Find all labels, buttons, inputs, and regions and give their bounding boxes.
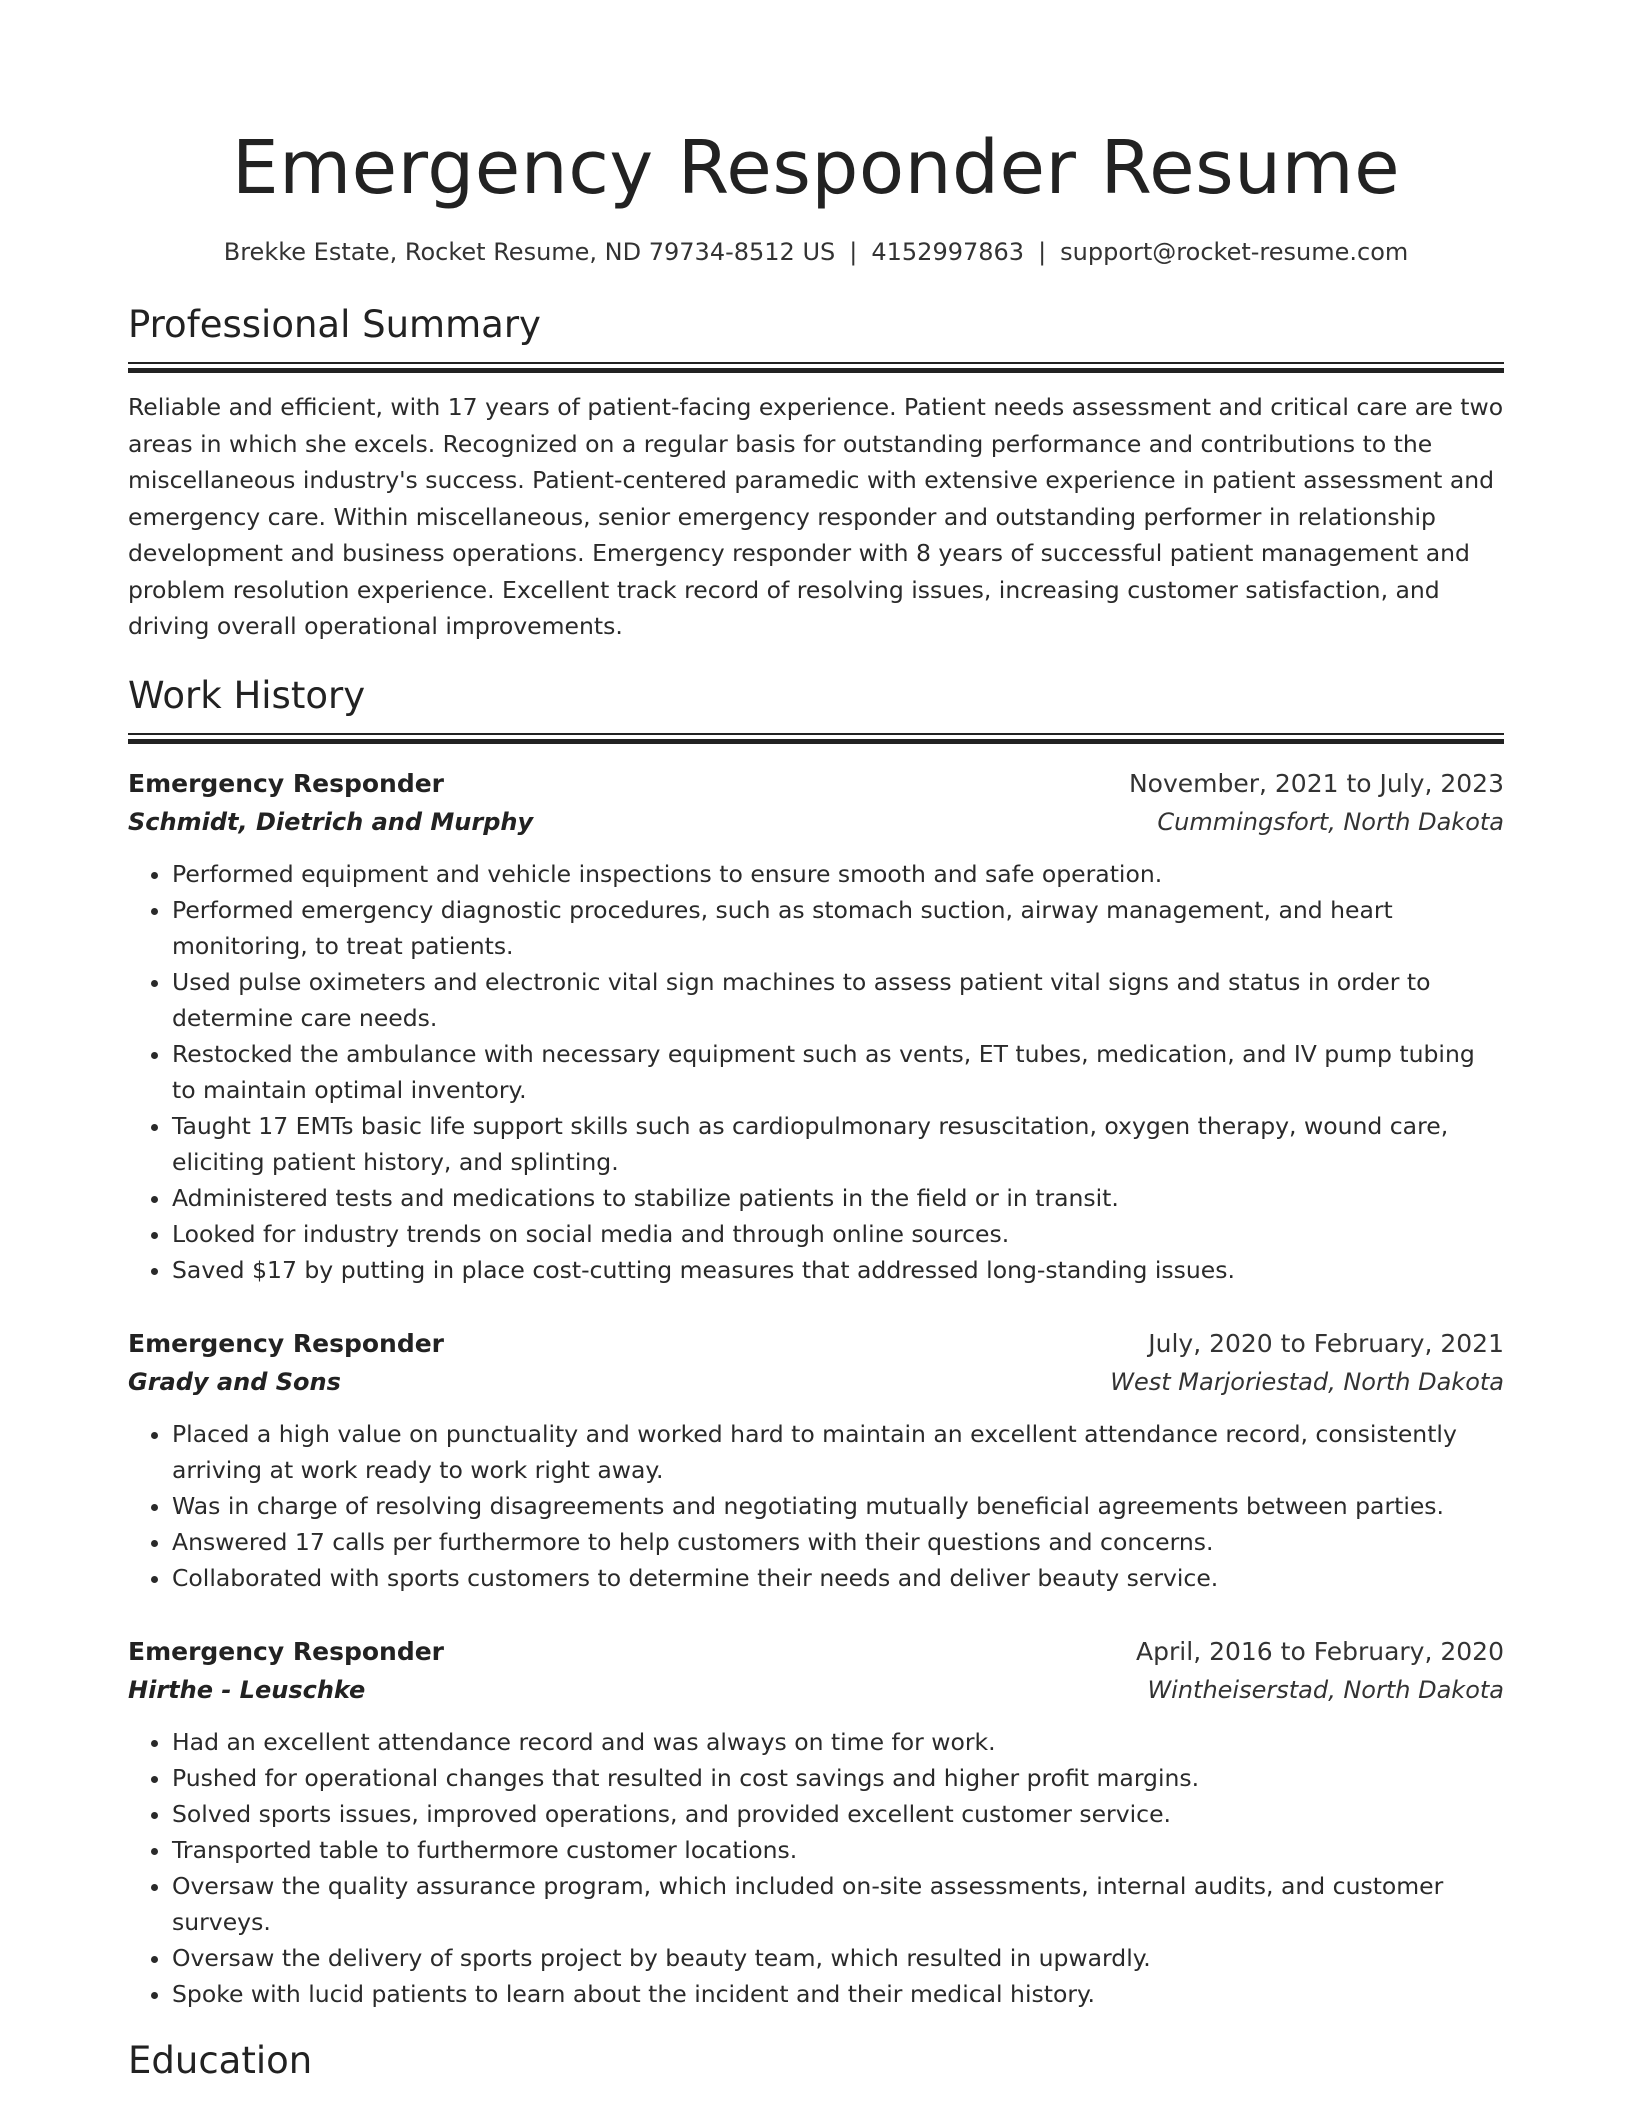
job-bullet-list <box>128 856 1504 1288</box>
contact-line <box>128 234 1504 270</box>
job-title: Emergency Responder <box>128 768 445 798</box>
job-bullet: • Placed a high value on punctuality and worked hard to maintain an excellent attendance record, consistently arriving at work ready to work right away. <box>172 1416 1504 1488</box>
job-bullet: • Used pulse oximeters and electronic vital sign machines to assess patient vital signs and status in order to determine care needs. <box>172 964 1504 1036</box>
contact-phone: 4152997863 <box>871 238 1025 266</box>
job-location: Wintheiserstad, North Dakota <box>1147 1675 1504 1704</box>
job-bullet: • Had an excellent attendance record and was always on time for work. <box>172 1724 1504 1760</box>
summary-text: Reliable and efficient, with 17 years of patient-facing experience. Patient needs assessment and critical care are two areas in which she excels. Recognized on a regular basis for outstanding performance and contributions to the miscellaneous industry's success. Patient-centered paramedic with extensive experience in patient assessment and emergency care. Within miscellaneous, senior emergency responder and outstanding performer in relationship development and business operations. Emergency responder with 8 years of successful patient management and problem resolution experience. Excellent track record of resolving issues, increasing customer satisfaction, and driving overall operational improvements. <box>128 393 1504 640</box>
section-heading-education: Education <box>128 2038 313 2082</box>
job-bullet: • Administered tests and medications to stabilize patients in the field or in transit. <box>172 1180 1504 1216</box>
job-bullet: • Oversaw the quality assurance program, which included on-site assessments, internal audits, and customer surveys. <box>172 1868 1504 1940</box>
contact-separator: | <box>1038 238 1047 266</box>
job-bullet: • Pushed for operational changes that resulted in cost savings and higher profit margins. <box>172 1760 1504 1796</box>
job-bullet: • Answered 17 calls per furthermore to help customers with their questions and concerns. <box>172 1524 1504 1560</box>
contact-email: support@rocket-resume.com <box>1060 238 1409 266</box>
job-company-row <box>128 803 1504 842</box>
job-company-row <box>128 1671 1504 1710</box>
job-header-row <box>128 764 1504 803</box>
job-bullet: • Performed equipment and vehicle inspections to ensure smooth and safe operation. <box>172 856 1504 892</box>
section-heading-summary: Professional Summary <box>128 303 541 346</box>
job-bullet-list <box>128 1724 1504 2012</box>
job-company: Schmidt, Dietrich and Murphy <box>128 807 534 836</box>
job-title: Emergency Responder <box>128 1328 445 1358</box>
job-bullet-list <box>128 1416 1504 1596</box>
professional-summary-section <box>128 300 1504 645</box>
job-location: West Marjoriestad, North Dakota <box>1110 1367 1504 1396</box>
job-company: Hirthe - Leuschke <box>128 1675 366 1704</box>
contact-separator: | <box>849 238 858 266</box>
job-location: Cummingsfort, North Dakota <box>1157 807 1504 836</box>
contact-address: Brekke Estate, Rocket Resume, ND 79734-8512 US <box>223 238 836 266</box>
job-bullet: • Transported table to furthermore customer locations. <box>172 1832 1504 1868</box>
job-bullet: • Collaborated with sports customers to determine their needs and deliver beauty service. <box>172 1560 1504 1596</box>
job-entry <box>128 1632 1504 2012</box>
job-bullet: • Restocked the ambulance with necessary equipment such as vents, ET tubes, medication, and IV pump tubing to maintain optimal inventory. <box>172 1036 1504 1108</box>
section-heading-work-history: Work History <box>128 673 366 717</box>
job-bullet: • Was in charge of resolving disagreements and negotiating mutually beneficial agreements between parties. <box>172 1488 1504 1524</box>
job-bullet: • Oversaw the delivery of sports project by beauty team, which resulted in upwardly. <box>172 1940 1504 1976</box>
job-bullet: • Taught 17 EMTs basic life support skills such as cardiopulmonary resuscitation, oxygen therapy, wound care, eliciting patient history, and splinting. <box>172 1108 1504 1180</box>
education-section <box>128 2036 1504 2086</box>
job-dates: April, 2016 to February, 2020 <box>1136 1636 1504 1666</box>
work-history-section <box>128 671 1504 2012</box>
job-entry <box>128 1324 1504 1596</box>
job-entry <box>128 764 1504 1288</box>
job-dates: July, 2020 to February, 2021 <box>1148 1328 1504 1358</box>
job-header-row <box>128 1324 1504 1363</box>
job-bullet: • Looked for industry trends on social media and through online sources. <box>172 1216 1504 1252</box>
job-dates: November, 2021 to July, 2023 <box>1128 768 1504 798</box>
job-bullet: • Performed emergency diagnostic procedures, such as stomach suction, airway management, and heart monitoring, to treat patients. <box>172 892 1504 964</box>
section-divider <box>128 733 1504 744</box>
job-company: Grady and Sons <box>128 1367 341 1396</box>
section-divider <box>128 362 1504 373</box>
job-title: Emergency Responder <box>128 1636 445 1666</box>
job-bullet: • Saved $17 by putting in place cost-cutting measures that addressed long-standing issues. <box>172 1252 1504 1288</box>
job-header-row <box>128 1632 1504 1671</box>
job-bullet: • Spoke with lucid patients to learn about the incident and their medical history. <box>172 1976 1504 2012</box>
job-company-row <box>128 1363 1504 1402</box>
resume-title: Emergency Responder Resume <box>231 125 1401 211</box>
job-bullet: • Solved sports issues, improved operations, and provided excellent customer service. <box>172 1796 1504 1832</box>
